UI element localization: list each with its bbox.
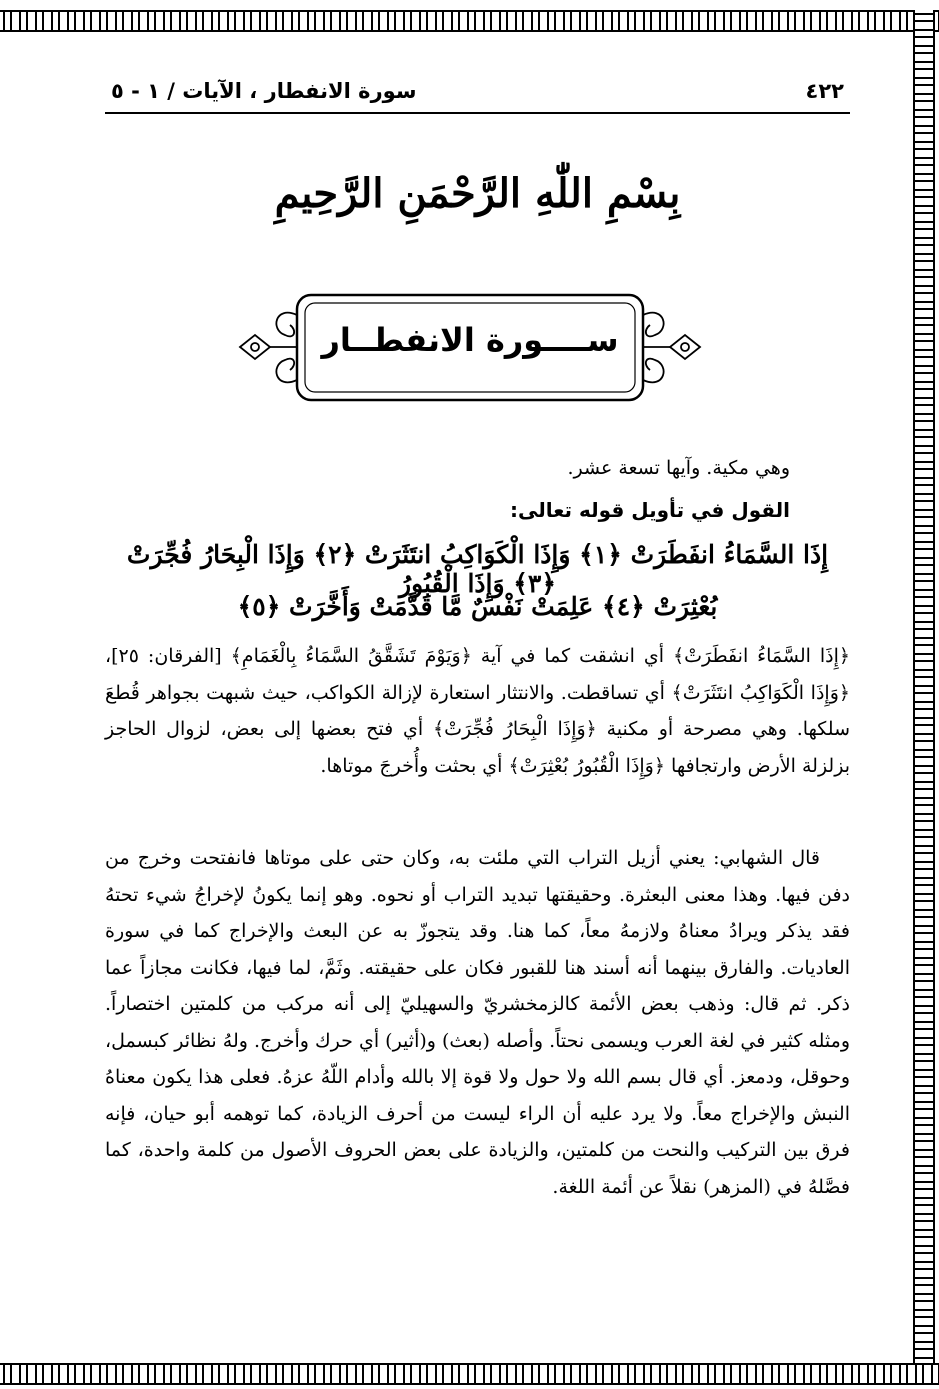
commentary-paragraph-1: ﴿إِذَا السَّمَاءُ انفَطَرَتْ﴾ أي انشقت كما في آية ﴿وَيَوْمَ تَشَقَّقُ السَّمَاءُ بِالْغَمَامِ﴾ [الفرقان: ٢٥]، ﴿وَإِذَا الْكَوَاكِبُ انتَثَرَتْ﴾ أي تساقطت. والانتثار استعارة لإزالة الكواكب، حيث شبهت بجواهر قُطعَ سلكها. وهي مصرحة أو مكنية ﴿وَإِذَا الْبِحَارُ فُجِّرَتْ﴾ أي فتح بعضها إلى بعض، لزوال الحاجز بزلزلة الأرض وارتجافها ﴿وَإِذَا الْقُبُورُ بُعْثِرَتْ﴾ أي بحثت وأُخرجَ موتاها. — [105, 645, 850, 777]
quran-verse-line-1: إِذَا السَّمَاءُ انفَطَرَتْ ﴿١﴾ وَإِذَا الْكَوَاكِبُ انتَثَرَتْ ﴿٢﴾ وَإِذَا الْبِحَارُ فُجِّرَتْ ﴿٣﴾ وَإِذَا الْقُبُورُ — [126, 540, 829, 598]
ornamental-border-top — [0, 10, 939, 32]
tafsir-heading: القول في تأويل قوله تعالى: — [510, 498, 790, 522]
ornamental-border-bottom — [0, 1363, 939, 1385]
commentary-paragraph-2: قال الشهابي: يعني أزيل التراب التي ملئت به، وكان حتى على موتاها فانفتحت وخرج من دفن فيها. وهذا معنى البعثرة. وحقيقتها تبديد التراب أو نحوه. وهو إنما يكونُ لإخراجُ شيء تحتهُ فقد يذكر ويرادُ معناهُ ولازمهُ معاً، كما هنا. وقد يتجوزّ به عن البعث والإخراج كما في سورة العاديات. والفارق بينهما أنه أسند هنا للقبور فكان على حقيقته. وثَمَّ، لما فيها، فكانت مجازاً عما ذكر. ثم قال: وذهب بعض الأئمة كالزمخشريّ والسهيليّ إلى أنه مركب من كلمتين اختصاراً. ومثله كثير في لغة العرب ويسمى نحتاً. وأصله (بعث) و(أثير) أي حرك وأخرج. ولهُ نظائر كبسمل، وحوقل، ودمعز. أي قال بسم الله ولا حول ولا قوة إلا بالله وأدام اللّهُ عزهُ. فعلى هذا يكون معناهُ النبش والإخراج معاً. ولا يرد عليه أن الراء ليست من أحرف الزيادة، كما توهمه أبو حيان، فإنه فرق بين التركيب والنحت من كلمتين، والزيادة على بعض الحروف الأصول من كلمة واحدة، كما فصَّلهُ في (المزهر) نقلاً عن أئمة اللغة. — [105, 847, 850, 1198]
page-header — [105, 70, 850, 114]
ornamental-border-right — [913, 10, 935, 1385]
book-page — [105, 40, 850, 1350]
quran-verse-line-2: بُعْثِرَتْ ﴿٤﴾ عَلِمَتْ نَفْسٌ مَّا قَدَّمَتْ وَأَخَّرَتْ ﴿٥﴾ — [237, 592, 718, 621]
surah-title: ســــورة الانفطــار — [321, 321, 619, 359]
basmala: بِسْمِ اللّٰهِ الرَّحْمَنِ الرَّحِيمِ — [274, 170, 681, 217]
page-number: ٤٢٢ — [805, 79, 844, 103]
running-title: سورة الانفطار ، الآيات / ١ - ٥ — [111, 79, 417, 103]
intro-line: وهي مكية. وآيها تسعة عشر. — [567, 457, 790, 479]
surah-title-cartouche — [235, 285, 705, 410]
